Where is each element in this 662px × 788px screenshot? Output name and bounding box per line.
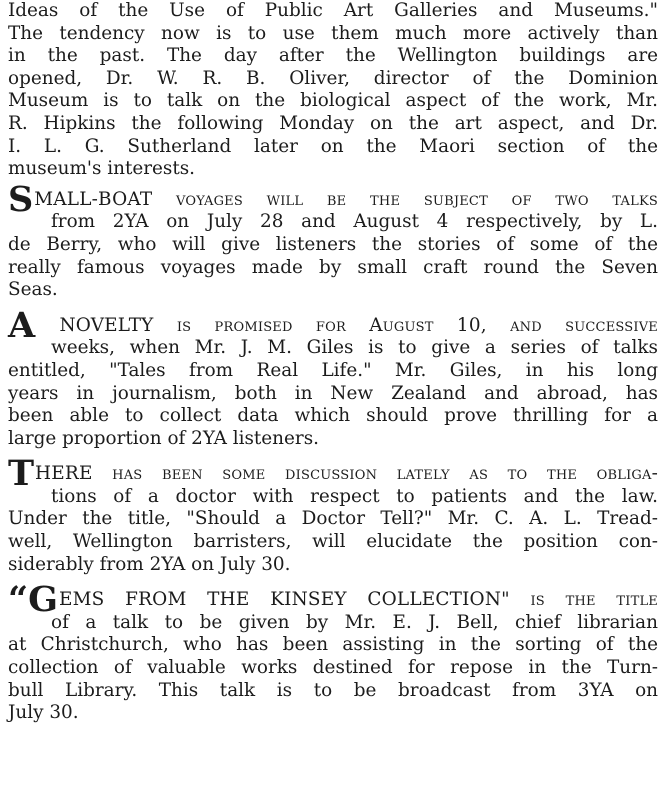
text-line: large proportion of 2YA listeners.: [8, 427, 319, 449]
text-line: Museum is to talk on the biological aspect of the work, Mr.: [8, 90, 658, 112]
text-line: Seas.: [8, 279, 58, 301]
article-page: [8, 0, 658, 725]
paragraph-doctor: [8, 453, 658, 576]
drop-cap: “G: [8, 579, 59, 621]
lead-in-text: HERE has been some discussion lately as to the obliga-: [35, 463, 658, 485]
paragraph-first-line: [8, 579, 658, 621]
text-line: in the past. The day after the Wellington buildings are: [8, 45, 658, 67]
drop-cap: A: [8, 304, 36, 346]
text-line: weeks, when Mr. J. M. Giles is to give a series of talks: [51, 337, 658, 359]
text-line: well, Wellington barristers, will elucidate the position con-: [8, 531, 658, 553]
lead-in-text: NOVELTY is promised for August 10, and successive: [36, 314, 658, 336]
drop-cap: T: [8, 453, 35, 495]
text-line: July 30.: [8, 702, 79, 724]
text-line: tions of a doctor with respect to patients and the law.: [51, 485, 658, 507]
text-line: been able to collect data which should prove thrilling for a: [8, 405, 658, 427]
paragraph-first-line: [8, 304, 658, 346]
paragraph-kinsey: [8, 579, 658, 725]
text-line: collection of valuable works destined for repose in the Turn-: [8, 657, 658, 679]
text-line: Under the title, "Should a Doctor Tell?" Mr. C. A. L. Tread-: [8, 508, 658, 530]
lead-in-text: EMS FROM THE KINSEY COLLECTION" is the title: [59, 589, 658, 611]
drop-cap: S: [8, 178, 34, 220]
text-line: siderably from 2YA on July 30.: [8, 553, 291, 575]
lead-in-text: MALL-BOAT voyages will be the subject of two talks: [34, 188, 658, 210]
text-line: at Christchurch, who has been assisting in the sorting of the: [8, 634, 658, 656]
text-line: of a talk to be given by Mr. E. J. Bell, chief librarian: [51, 611, 658, 633]
text-line: really famous voyages made by small craft round the Seven: [8, 256, 658, 278]
paragraph-first-line: [8, 453, 658, 495]
paragraph-first-line: [8, 178, 658, 220]
text-line: entitled, "Tales from Real Life." Mr. Giles, in his long: [8, 359, 658, 381]
paragraph-novelty: [8, 304, 658, 451]
paragraph-small-boat: [8, 178, 658, 302]
text-line: from 2YA on July 28 and August 4 respectively, by L.: [51, 211, 658, 233]
text-line: years in journalism, both in New Zealand and abroad, has: [8, 382, 658, 404]
text-line: opened, Dr. W. R. B. Oliver, director of the Dominion: [8, 67, 658, 89]
text-line: bull Library. This talk is to be broadcast from 3YA on: [8, 679, 658, 701]
text-line: museum's interests.: [8, 158, 196, 180]
text-line: de Berry, who will give listeners the stories of some of the: [8, 233, 658, 255]
text-line: Ideas of the Use of Public Art Galleries and Museums.": [8, 0, 658, 21]
text-line: I. L. G. Sutherland later on the Maori section of the: [8, 135, 658, 157]
lead-paragraph: [8, 0, 658, 181]
text-line: The tendency now is to use them much more actively than: [8, 22, 658, 44]
text-line: R. Hipkins the following Monday on the art aspect, and Dr.: [8, 112, 658, 134]
